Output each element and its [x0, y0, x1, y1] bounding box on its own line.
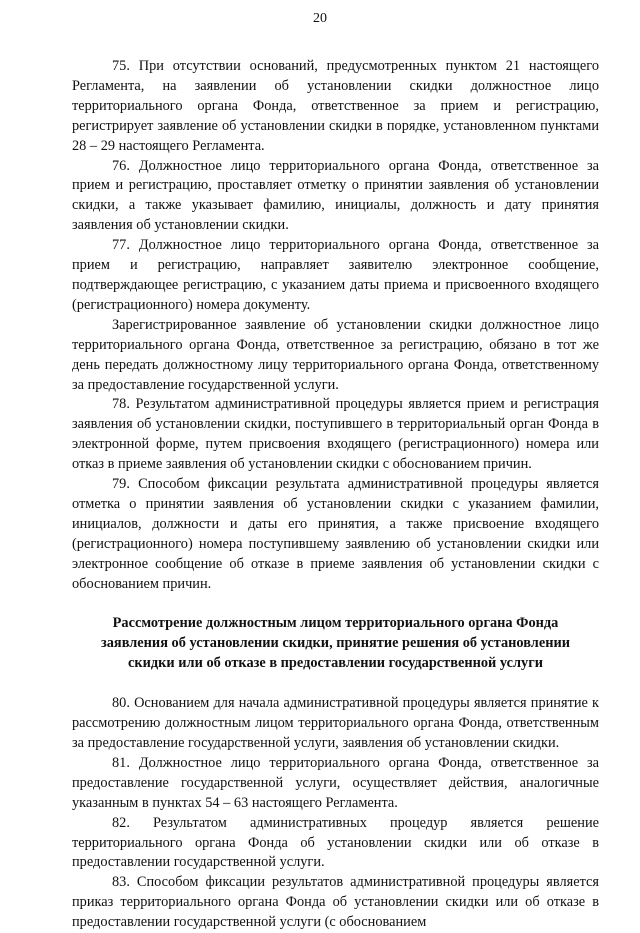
paragraph-83: 83. Способом фиксации результатов административной процедуры является приказ территориального органа Фонда об установлении скидки или об отказе в предоставлении государственной услуги (с обоснованием: [72, 874, 599, 931]
paragraph-80: 80. Основанием для начала административной процедуры является принятие к рассмотрению должностным лицом территориального органа Фонда, ответственным за предоставление государственной услуги, заявления об установлении скидки.: [72, 695, 599, 751]
paragraph-81: 81. Должностное лицо территориального органа Фонда, ответственное за предоставление государственной услуги, осуществляет действия, аналогичные указанным в пунктах 54 – 63 настоящего Регламента.: [72, 754, 599, 811]
paragraph-77: 77. Должностное лицо территориального органа Фонда, ответственное за прием и регистрацию, направляет заявителю электронное сообщение, подтверждающее регистрацию, с указанием даты приема и присвоенного входящего (регистрационного) номера документу.: [72, 237, 599, 313]
paragraph-75: 75. При отсутствии оснований, предусмотренных пунктом 21 настоящего Регламента, на заявлении об установлении скидки должностное лицо территориального органа Фонда, ответственное за прием и регистрацию, регистрирует заявление об установлении скидки в порядке, установленном пунктами 28 – 29 настоящего Регламента.: [72, 58, 599, 154]
paragraph-82: 82. Результатом административных процедур является решение территориального органа Фонда об установлении скидки или об отказе в предоставлении государственной услуги.: [72, 814, 599, 871]
paragraph-76: 76. Должностное лицо территориального органа Фонда, ответственное за прием и регистрацию, проставляет отметку о принятии заявления об установлении скидки, а также указывает фамилию, инициалы, должность и дату принятия заявления об установлении скидки.: [72, 157, 599, 234]
paragraph-77-continuation: Зарегистрированное заявление об установлении скидки должностное лицо территориального органа Фонда, ответственное за регистрацию, обязано в тот же день передать должностному лицу территориального органа Фонда, ответственному за предоставление государственной услуги.: [72, 316, 599, 393]
paragraph-79: 79. Способом фиксации результата административной процедуры является отметка о принятии заявления об установлении скидки с указанием фамилии, инициалов, должности и даты его принятия, а также присвоение входящего (регистрационного) номера поступившему заявлению об установлении скидки или электронное сообщение об отказе в приеме заявления об установлении скидки с обоснованием причин.: [72, 476, 599, 592]
section-heading: Рассмотрение должностным лицом территориального органа Фонда заявления об установлении скидки, принятие решения об установлении скидки или об отказе в предоставлении государственной услуги: [101, 615, 570, 672]
page-number: 20: [313, 11, 327, 26]
document-body: [72, 57, 599, 933]
paragraph-78: 78. Результатом административной процедуры является прием и регистрация заявления об установлении скидки, поступившего в территориальный орган Фонда в электронной форме, путем присвоения входящего (регистрационного) номера или отказ в приеме заявления об установлении скидки с обоснованием причин.: [72, 396, 599, 473]
